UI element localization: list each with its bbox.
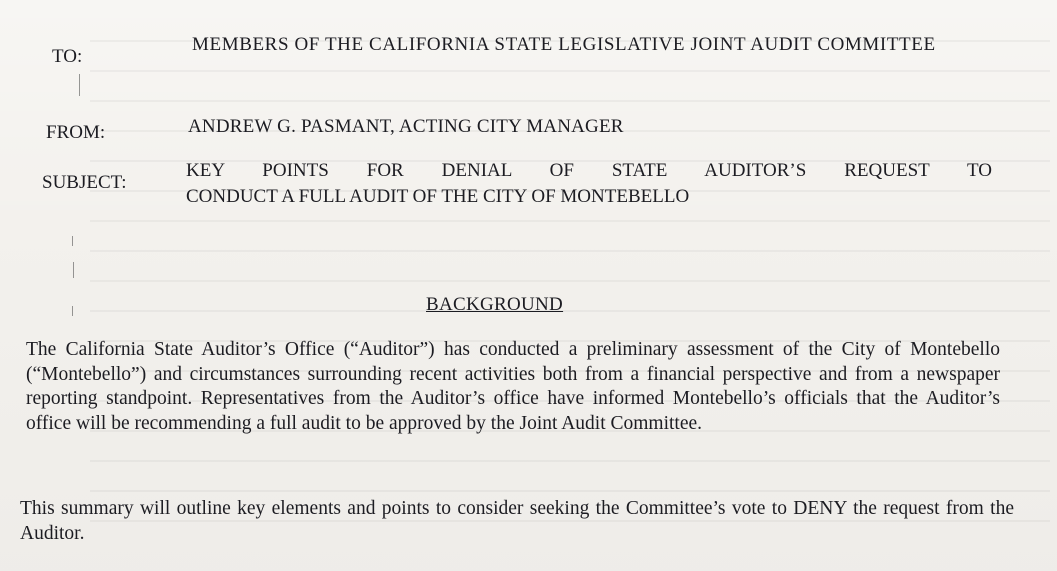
summary-paragraph: This summary will outline key elements and points to consider seeking the Committee’s vote to DENY the request from the Auditor. [20, 498, 1014, 544]
background-paragraph: The California State Auditor’s Office (“Auditor”) has conducted a preliminary assessment of the City of Montebello (“Montebello”) and circumstances surrounding recent activities both from a financial perspective and from a newspaper reporting standpoint. Representatives from the Auditor’s office have informed Montebello’s officials that the Auditor’s office will be recommending a full audit to be approved by the Joint Audit Committee. [26, 339, 1000, 434]
to-label: TO: [52, 46, 83, 67]
margin-mark [73, 262, 74, 278]
margin-mark [72, 306, 73, 316]
to-value: MEMBERS OF THE CALIFORNIA STATE LEGISLATIVE JOINT AUDIT COMMITTEE [192, 34, 936, 55]
show-through-texture [90, 20, 1050, 540]
section-heading: BACKGROUND [426, 294, 564, 315]
subject-value [186, 158, 1006, 210]
margin-mark [79, 74, 80, 96]
subject-line-1: KEY POINTS FOR DENIAL OF STATE AUDITOR’S REQUEST TO [186, 160, 992, 181]
from-value: ANDREW G. PASMANT, ACTING CITY MANAGER [188, 116, 624, 137]
subject-line-2: CONDUCT A FULL AUDIT OF THE CITY OF MONTEBELLO [186, 186, 690, 207]
subject-label: SUBJECT: [42, 172, 127, 193]
from-label: FROM: [46, 122, 106, 143]
margin-mark [72, 236, 73, 246]
